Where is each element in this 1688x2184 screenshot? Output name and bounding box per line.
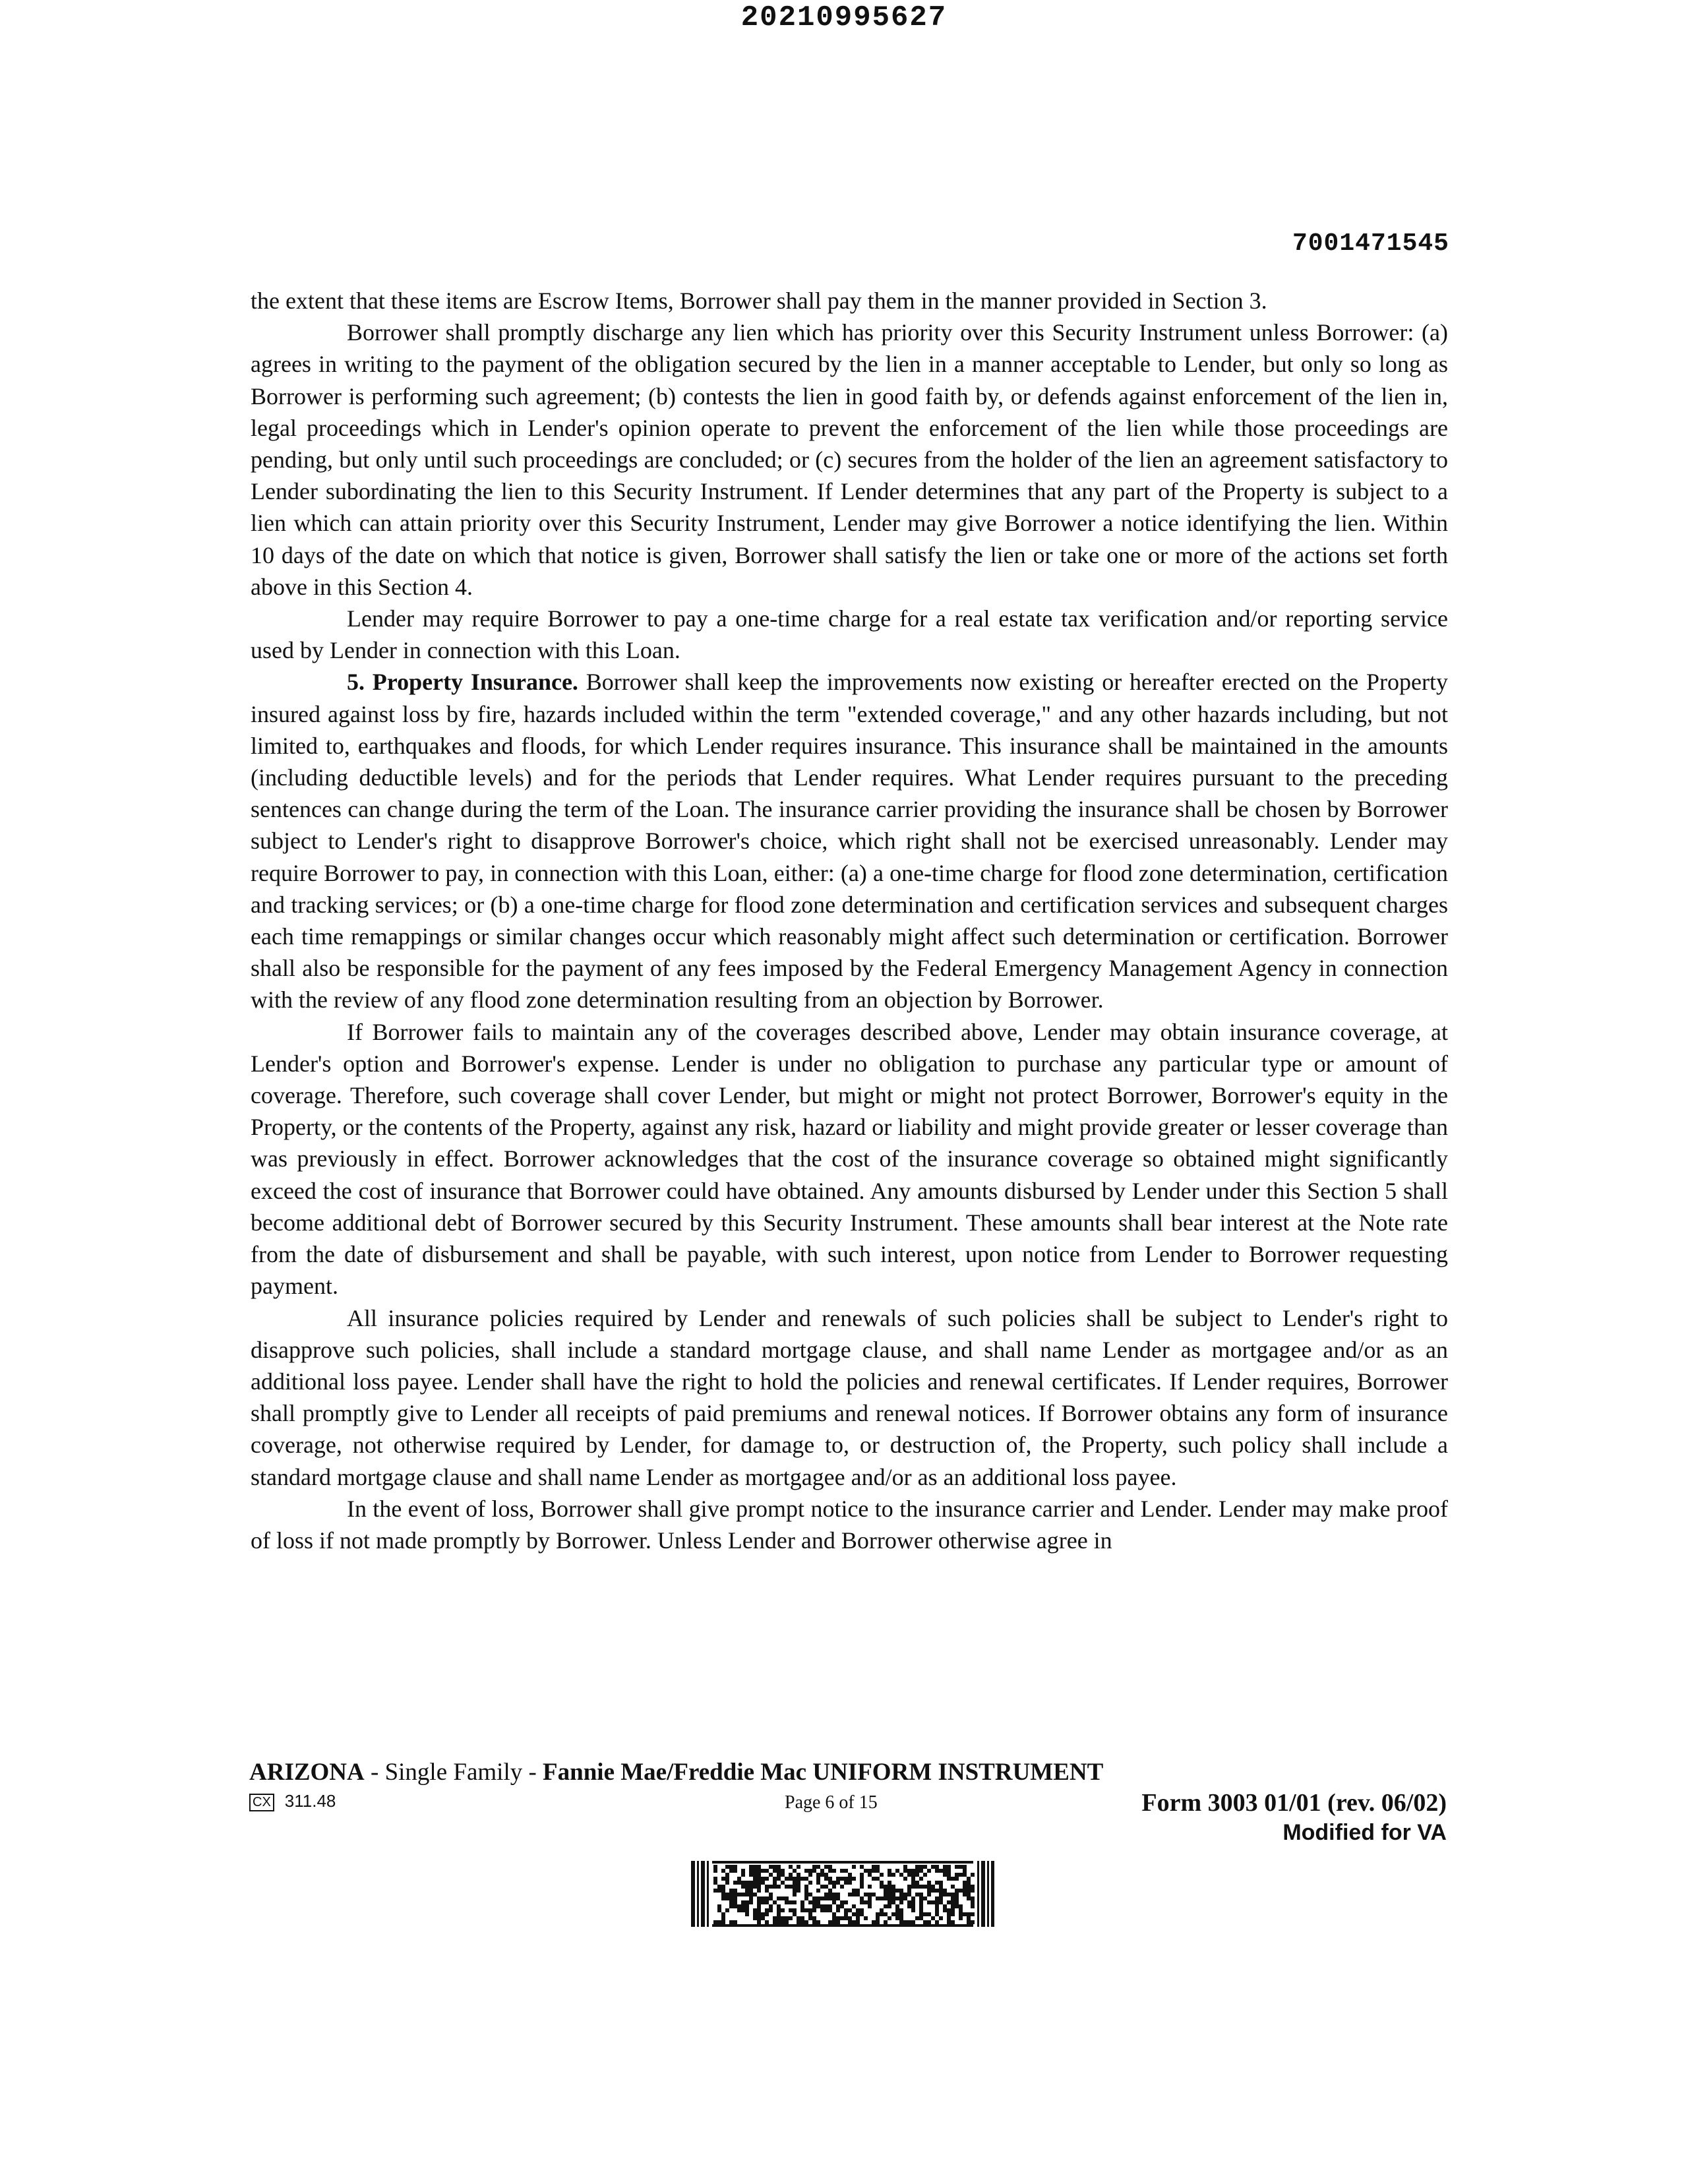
barcode-icon: [691, 1861, 994, 1927]
vendor-code: 311.48: [284, 1791, 336, 1811]
paragraph-1: the extent that these items are Escrow Items, Borrower shall pay them in the manner provided in Section 3.: [251, 288, 1267, 314]
page-number: Page 6 of 15: [785, 1792, 878, 1813]
recording-number: 20210995627: [740, 1, 948, 34]
modified-for-va: Modified for VA: [1282, 1820, 1447, 1845]
form-number: Form 3003 01/01 (rev. 06/02): [1141, 1789, 1447, 1817]
paragraph-7: In the event of loss, Borrower shall give prompt notice to the insurance carrier and Lender. Lender may make proof of loss if not made promptly by Borrower. Unless Lender and Borrower otherwise agree in: [251, 1495, 1448, 1554]
paragraph-5: If Borrower fails to maintain any of the coverages described above, Lender may obtain insurance coverage, at Lender's option and Borrower's expense. Lender is under no obligation to purchase any particular type or amount of coverage. Therefore, such coverage shall cover Lender, but might or might not protect Borrower, Borrower's equity in the Property, or the contents of the Property, against any risk, hazard or liability and might provide greater or lesser coverage than was previously in effect. Borrower acknowledges that the cost of the insurance coverage so obtained might significantly exceed the cost of insurance that Borrower could have obtained. Any amounts disbursed by Lender under this Section 5 shall become additional debt of Borrower secured by this Security Instrument. These amounts shall bear interest at the Note rate from the date of disbursement and shall be payable, with such interest, upon notice from Lender to Borrower requesting payment.: [251, 1018, 1448, 1300]
section-5-text: Borrower shall keep the improvements now existing or hereafter erected on the Property insured against loss by fire, hazards included within the term "extended coverage," and any other hazards including, but not limited to, earthquakes and floods, for which Lender requires insurance. This insurance shall be maintained in the amounts (including deductible levels) and for the periods that Lender requires. What Lender requires pursuant to the preceding sentences can change during the term of the Loan. The insurance carrier providing the insurance shall be chosen by Borrower subject to Lender's right to disapprove Borrower's choice, which right shall not be exercised unreasonably. Lender may require Borrower to pay, in connection with this Loan, either: (a) a one-time charge for flood zone determination, certification and tracking services; or (b) a one-time charge for flood zone determination and certification services and subsequent charges each time remappings or similar changes occur which reasonably might affect such determination or certification. Borrower shall also be responsible for the payment of any fees imposed by the Federal Emergency Management Agency in connection with the review of any flood zone determination resulting from an objection by Borrower.: [251, 669, 1448, 1014]
footer-row: [249, 1788, 1447, 1817]
paragraph-2: Borrower shall promptly discharge any lien which has priority over this Security Instrument unless Borrower: (a) agrees in writing to the payment of the obligation secured by the lien in a manner acceptable to Lender, but only so long as Borrower is performing such agreement; (b) contests the lien in good faith by, or defends against enforcement of the lien in, legal proceedings which in Lender's opinion operate to prevent the enforcement of the lien while those proceedings are pending, but only until such proceedings are concluded; or (c) secures from the holder of the lien an agreement satisfactory to Lender subordinating the lien to this Security Instrument. If Lender determines that any part of the Property is subject to a lien which can attain priority over this Security Instrument, Lender may give Borrower a notice identifying the lien. Within 10 days of the date on which that notice is given, Borrower shall satisfy the lien or take one or more of the actions set forth above in this Section 4.: [251, 319, 1448, 600]
page-footer: [249, 1758, 1447, 1846]
footer-title: [249, 1758, 1447, 1787]
footer-separator: - Single Family -: [364, 1759, 543, 1786]
document-body: [251, 285, 1448, 1556]
paragraph-3: Lender may require Borrower to pay a one-time charge for a real estate tax verification and/or reporting service used by Lender in connection with this Loan.: [251, 605, 1448, 664]
footer-instrument: Fannie Mae/Freddie Mac UNIFORM INSTRUMENT: [543, 1759, 1104, 1786]
paragraph-6: All insurance policies required by Lender and renewals of such policies shall be subject to Lender's right to disapprove such policies, shall include a standard mortgage clause, and shall name Lender as mortgagee and/or as an additional loss payee. Lender shall have the right to hold the policies and renewal certificates. If Lender requires, Borrower shall promptly give to Lender all receipts of paid premiums and renewal notices. If Borrower obtains any form of insurance coverage, not otherwise required by Lender, for damage to, or destruction of, the Property, such policy shall include a standard mortgage clause and shall name Lender as mortgagee and/or as an additional loss payee.: [251, 1304, 1448, 1490]
vendor-code-group: [249, 1791, 336, 1811]
footer-state: ARIZONA: [249, 1759, 365, 1786]
vendor-logo: CX: [249, 1794, 274, 1811]
section-5-heading: 5. Property Insurance.: [347, 669, 578, 696]
paragraph-section-5: [251, 666, 1448, 1016]
loan-number: 7001471545: [1292, 229, 1449, 258]
